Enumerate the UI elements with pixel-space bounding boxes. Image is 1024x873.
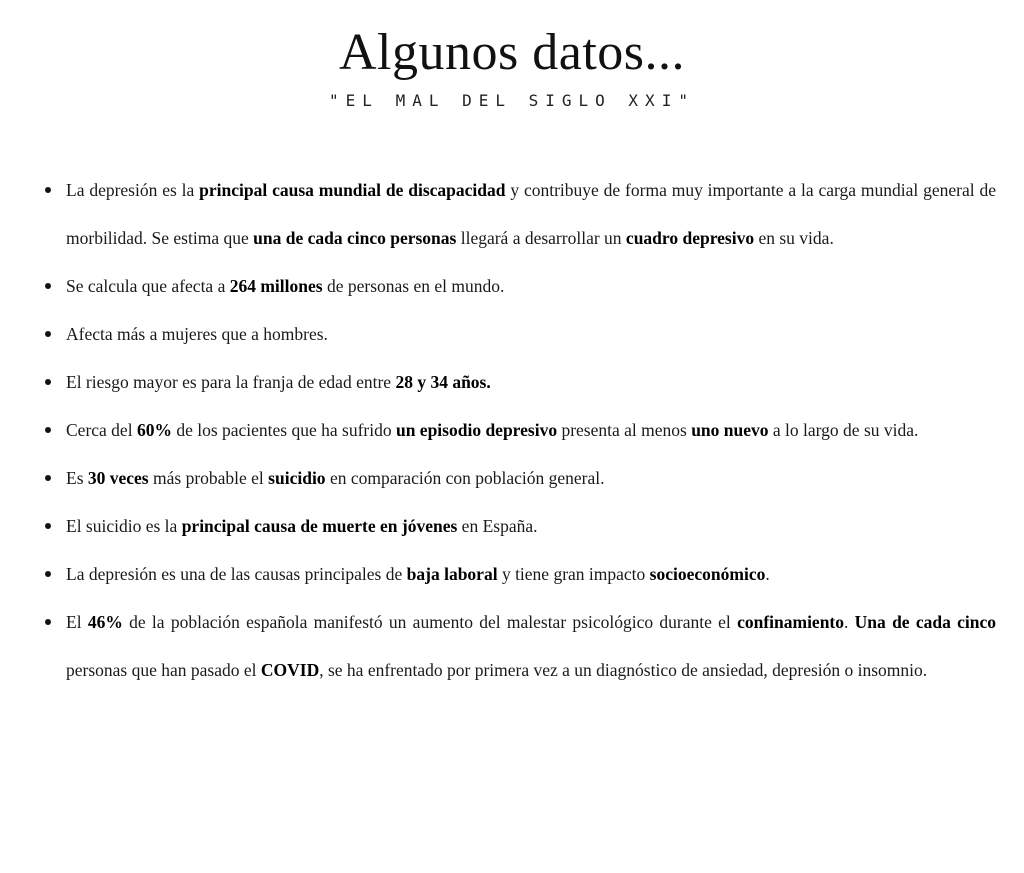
emphasis: 30 veces: [87, 468, 149, 488]
emphasis: 28 y 34 años.: [395, 372, 491, 392]
list-item: [44, 598, 996, 694]
bullet-text: Afecta más a mujeres que a hombres.: [66, 324, 328, 344]
emphasis: confinamiento: [737, 612, 845, 632]
list-item: [44, 166, 996, 262]
emphasis: una de cada cinco personas: [253, 228, 457, 248]
emphasis: 60%: [136, 420, 172, 440]
page-subtitle: "EL MAL DEL SIGLO XXI": [329, 91, 695, 110]
list-item: [44, 310, 996, 358]
facts-list: [44, 166, 996, 694]
bullet-text: El 46% de la población española manifestó un aumento del malestar psicológico durante el confinamiento. Una de cada cinco personas que han pasado el COVID, se ha enfrentado por primera vez a un diagnóstico de ansiedad, depresión o insomnio.: [66, 612, 997, 680]
bullet-text: Se calcula que afecta a 264 millones de personas en el mundo.: [66, 276, 505, 296]
bullet-text: El suicidio es la principal causa de muerte en jóvenes en España.: [66, 516, 538, 536]
emphasis: principal causa mundial de discapacidad: [199, 180, 506, 200]
bullet-text: La depresión es la principal causa mundial de discapacidad y contribuye de forma muy importante a la carga mundial general de morbilidad. Se estima que una de cada cinco personas llegará a desarrollar un cuadro depresivo en su vida.: [66, 180, 996, 248]
list-item: [44, 358, 996, 406]
emphasis: cuadro depresivo: [625, 228, 755, 248]
bullet-text: Es 30 veces más probable el suicidio en comparación con población general.: [66, 468, 605, 488]
emphasis: principal causa de muerte en jóvenes: [181, 516, 458, 536]
list-item: [44, 550, 996, 598]
emphasis: baja laboral: [406, 564, 498, 584]
list-item: [44, 502, 996, 550]
list-item: [44, 454, 996, 502]
bullet-text: La depresión es una de las causas principales de baja laboral y tiene gran impacto socioeconómico.: [66, 564, 770, 584]
emphasis: COVID: [260, 660, 320, 680]
emphasis: suicidio: [268, 468, 326, 488]
page-title: Algunos datos...: [339, 24, 685, 81]
emphasis: Una de cada cinco: [854, 612, 997, 632]
bullet-text: El riesgo mayor es para la franja de edad entre 28 y 34 años.: [66, 372, 491, 392]
list-item: [44, 262, 996, 310]
emphasis: uno nuevo: [691, 420, 769, 440]
emphasis: un episodio depresivo: [395, 420, 558, 440]
emphasis: 264 millones: [229, 276, 323, 296]
bullet-text: Cerca del 60% de los pacientes que ha sufrido un episodio depresivo presenta al menos uno nuevo a lo largo de su vida.: [66, 420, 919, 440]
list-item: [44, 406, 996, 454]
emphasis: socioeconómico: [649, 564, 766, 584]
emphasis: 46%: [87, 612, 123, 632]
